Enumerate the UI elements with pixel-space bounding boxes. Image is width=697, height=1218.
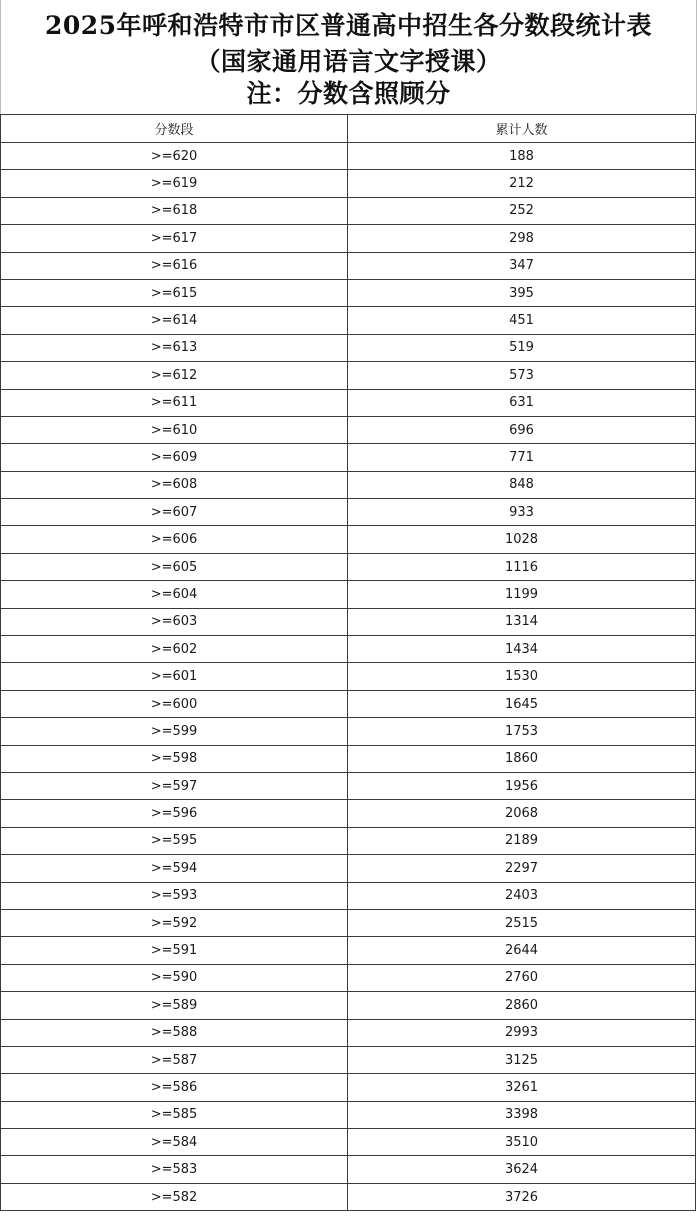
score-range-cell: >=591 [1, 937, 348, 964]
table-row [1, 1074, 696, 1101]
table-row [1, 471, 696, 498]
score-range-cell: >=605 [1, 553, 348, 580]
cumulative-count-cell: 451 [348, 307, 696, 334]
table-row [1, 718, 696, 745]
score-range-cell: >=616 [1, 252, 348, 279]
page-title: 2025年呼和浩特市市区普通高中招生各分数段统计表 [44, 11, 653, 40]
cumulative-count-cell: 2403 [348, 882, 696, 909]
score-range-cell: >=608 [1, 471, 348, 498]
cumulative-count-cell: 519 [348, 334, 696, 361]
cumulative-count-cell: 2993 [348, 1019, 696, 1046]
cumulative-count-cell: 1434 [348, 636, 696, 663]
cumulative-count-cell: 2860 [348, 992, 696, 1019]
cumulative-count-cell: 298 [348, 225, 696, 252]
table-row [1, 1101, 696, 1128]
cumulative-count-cell: 347 [348, 252, 696, 279]
cumulative-count-cell: 771 [348, 444, 696, 471]
table-row [1, 1183, 696, 1210]
cumulative-count-cell: 933 [348, 499, 696, 526]
table-row [1, 553, 696, 580]
table-row [1, 992, 696, 1019]
score-range-cell: >=602 [1, 636, 348, 663]
table-row [1, 964, 696, 991]
table-row [1, 526, 696, 553]
cumulative-count-cell: 1860 [348, 745, 696, 772]
score-range-cell: >=592 [1, 909, 348, 936]
score-range-cell: >=583 [1, 1156, 348, 1183]
score-range-cell: >=599 [1, 718, 348, 745]
table-row [1, 855, 696, 882]
score-range-cell: >=606 [1, 526, 348, 553]
table-row [1, 772, 696, 799]
cumulative-count-cell: 3624 [348, 1156, 696, 1183]
score-range-cell: >=609 [1, 444, 348, 471]
score-range-cell: >=615 [1, 279, 348, 306]
cumulative-count-cell: 1116 [348, 553, 696, 580]
score-range-cell: >=594 [1, 855, 348, 882]
score-range-cell: >=590 [1, 964, 348, 991]
table-row [1, 937, 696, 964]
table-row [1, 389, 696, 416]
table-body [1, 143, 696, 1211]
table-row [1, 499, 696, 526]
cumulative-count-cell: 3125 [348, 1046, 696, 1073]
table-row [1, 909, 696, 936]
score-range-cell: >=597 [1, 772, 348, 799]
cumulative-count-cell: 573 [348, 362, 696, 389]
table-row [1, 1129, 696, 1156]
table-row [1, 444, 696, 471]
score-range-cell: >=614 [1, 307, 348, 334]
score-range-cell: >=611 [1, 389, 348, 416]
cumulative-count-cell: 2189 [348, 827, 696, 854]
score-range-cell: >=600 [1, 690, 348, 717]
score-range-cell: >=617 [1, 225, 348, 252]
cumulative-count-cell: 188 [348, 143, 696, 170]
cumulative-count-cell: 3726 [348, 1183, 696, 1210]
table-row [1, 416, 696, 443]
cumulative-count-cell: 2760 [348, 964, 696, 991]
score-range-cell: >=587 [1, 1046, 348, 1073]
column-header-score-range: 分数段 [1, 115, 348, 143]
score-range-cell: >=596 [1, 800, 348, 827]
cumulative-count-cell: 696 [348, 416, 696, 443]
score-range-cell: >=619 [1, 170, 348, 197]
cumulative-count-cell: 3398 [348, 1101, 696, 1128]
table-row [1, 1156, 696, 1183]
cumulative-count-cell: 1956 [348, 772, 696, 799]
table-row [1, 745, 696, 772]
cumulative-count-cell: 1530 [348, 663, 696, 690]
table-row [1, 827, 696, 854]
table-row [1, 882, 696, 909]
column-header-cumulative-count: 累计人数 [348, 115, 696, 143]
table-row [1, 252, 696, 279]
table-row [1, 690, 696, 717]
table-row [1, 581, 696, 608]
cumulative-count-cell: 1753 [348, 718, 696, 745]
page-note: 注：分数含照顾分 [246, 79, 451, 108]
score-range-cell: >=618 [1, 197, 348, 224]
cumulative-count-cell: 1199 [348, 581, 696, 608]
title-block [0, 0, 697, 114]
page-subtitle: （国家通用语言文字授课） [195, 47, 502, 76]
score-range-cell: >=588 [1, 1019, 348, 1046]
score-range-cell: >=610 [1, 416, 348, 443]
score-range-cell: >=582 [1, 1183, 348, 1210]
cumulative-count-cell: 2068 [348, 800, 696, 827]
table-row [1, 279, 696, 306]
table-row [1, 170, 696, 197]
score-range-cell: >=613 [1, 334, 348, 361]
score-range-cell: >=603 [1, 608, 348, 635]
table-row [1, 800, 696, 827]
cumulative-count-cell: 631 [348, 389, 696, 416]
table-row [1, 1046, 696, 1073]
cumulative-count-cell: 3261 [348, 1074, 696, 1101]
cumulative-count-cell: 1314 [348, 608, 696, 635]
table-row [1, 1019, 696, 1046]
cumulative-count-cell: 2515 [348, 909, 696, 936]
cumulative-count-cell: 1028 [348, 526, 696, 553]
cumulative-count-cell: 3510 [348, 1129, 696, 1156]
cumulative-count-cell: 252 [348, 197, 696, 224]
score-range-cell: >=595 [1, 827, 348, 854]
score-range-cell: >=612 [1, 362, 348, 389]
score-range-cell: >=593 [1, 882, 348, 909]
score-range-cell: >=601 [1, 663, 348, 690]
score-range-cell: >=607 [1, 499, 348, 526]
table-row [1, 362, 696, 389]
score-range-cell: >=586 [1, 1074, 348, 1101]
score-table [0, 114, 696, 1211]
table-header-row [1, 115, 696, 143]
score-range-cell: >=584 [1, 1129, 348, 1156]
table-row [1, 197, 696, 224]
cumulative-count-cell: 1645 [348, 690, 696, 717]
cumulative-count-cell: 848 [348, 471, 696, 498]
table-row [1, 636, 696, 663]
table-row [1, 334, 696, 361]
score-range-cell: >=598 [1, 745, 348, 772]
table-row [1, 608, 696, 635]
score-range-cell: >=604 [1, 581, 348, 608]
table-row [1, 663, 696, 690]
cumulative-count-cell: 2644 [348, 937, 696, 964]
cumulative-count-cell: 212 [348, 170, 696, 197]
table-row [1, 307, 696, 334]
score-range-cell: >=589 [1, 992, 348, 1019]
cumulative-count-cell: 2297 [348, 855, 696, 882]
table-row [1, 225, 696, 252]
cumulative-count-cell: 395 [348, 279, 696, 306]
table-row [1, 143, 696, 170]
score-range-cell: >=585 [1, 1101, 348, 1128]
score-range-cell: >=620 [1, 143, 348, 170]
